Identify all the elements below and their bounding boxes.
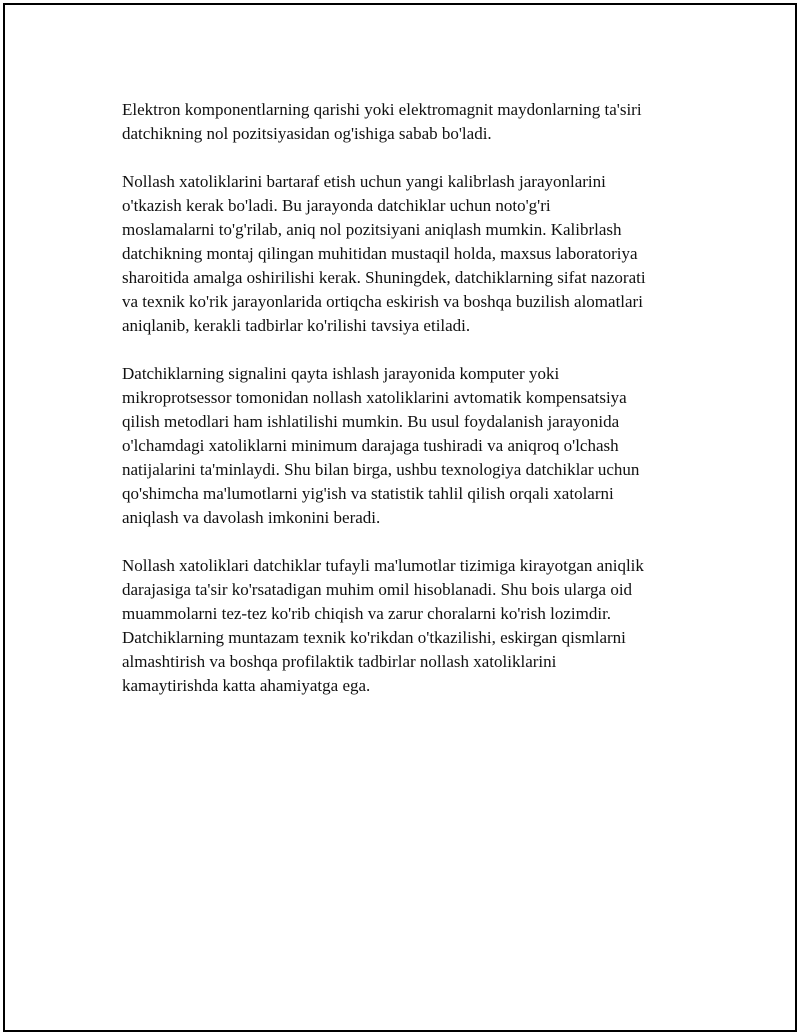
text-line: Datchiklarning signalini qayta ishlash jarayonida komputer yoki — [122, 364, 560, 383]
text-line: aniqlash va davolash imkonini beradi. — [122, 508, 381, 527]
document-body — [122, 98, 702, 722]
text-line: o'lchamdagi xatoliklarni minimum darajaga tushiradi va aniqroq o'lchash — [122, 436, 619, 455]
text-line: sharoitida amalga oshirilishi kerak. Shuningdek, datchiklarning sifat nazorati — [122, 268, 646, 287]
text-line: va texnik ko'rik jarayonlarida ortiqcha eskirish va boshqa buzilish alomatlari — [122, 292, 643, 311]
text-line: qilish metodlari ham ishlatilishi mumkin. Bu usul foydalanish jarayonida — [122, 412, 620, 431]
paragraph-4 — [122, 554, 702, 698]
paragraph-1 — [122, 98, 702, 146]
text-line: mikroprotsessor tomonidan nollash xatoliklarini avtomatik kompensatsiya — [122, 388, 627, 407]
text-line: Nollash xatoliklarini bartaraf etish uchun yangi kalibrlash jarayonlarini — [122, 172, 606, 191]
text-line: datchikning montaj qilingan muhitidan mustaqil holda, maxsus laboratoriya — [122, 244, 638, 263]
text-line: kamaytirishda katta ahamiyatga ega. — [122, 676, 371, 695]
text-line: moslamalarni to'g'rilab, aniq nol pozitsiyani aniqlash mumkin. Kalibrlash — [122, 220, 622, 239]
text-line: qo'shimcha ma'lumotlarni yig'ish va statistik tahlil qilish orqali xatolarni — [122, 484, 614, 503]
paragraph-3 — [122, 362, 702, 530]
text-line: Datchiklarning muntazam texnik ko'rikdan o'tkazilishi, eskirgan qismlarni — [122, 628, 626, 647]
text-line: datchikning nol pozitsiyasidan og'ishiga sabab bo'ladi. — [122, 124, 492, 143]
text-line: natijalarini ta'minlaydi. Shu bilan birga, ushbu texnologiya datchiklar uchun — [122, 460, 640, 479]
text-line: o'tkazish kerak bo'ladi. Bu jarayonda datchiklar uchun noto'g'ri — [122, 196, 551, 215]
text-line: muammolarni tez-tez ko'rib chiqish va zarur choralarni ko'rish lozimdir. — [122, 604, 612, 623]
text-line: darajasiga ta'sir ko'rsatadigan muhim omil hisoblanadi. Shu bois ularga oid — [122, 580, 633, 599]
text-line: Nollash xatoliklari datchiklar tufayli ma'lumotlar tizimiga kirayotgan aniqlik — [122, 556, 644, 575]
text-line: Elektron komponentlarning qarishi yoki elektromagnit maydonlarning ta'siri — [122, 100, 642, 119]
paragraph-2 — [122, 170, 702, 338]
text-line: aniqlanib, kerakli tadbirlar ko'rilishi tavsiya etiladi. — [122, 316, 471, 335]
page-frame — [3, 3, 797, 1032]
text-line: almashtirish va boshqa profilaktik tadbirlar nollash xatoliklarini — [122, 652, 557, 671]
